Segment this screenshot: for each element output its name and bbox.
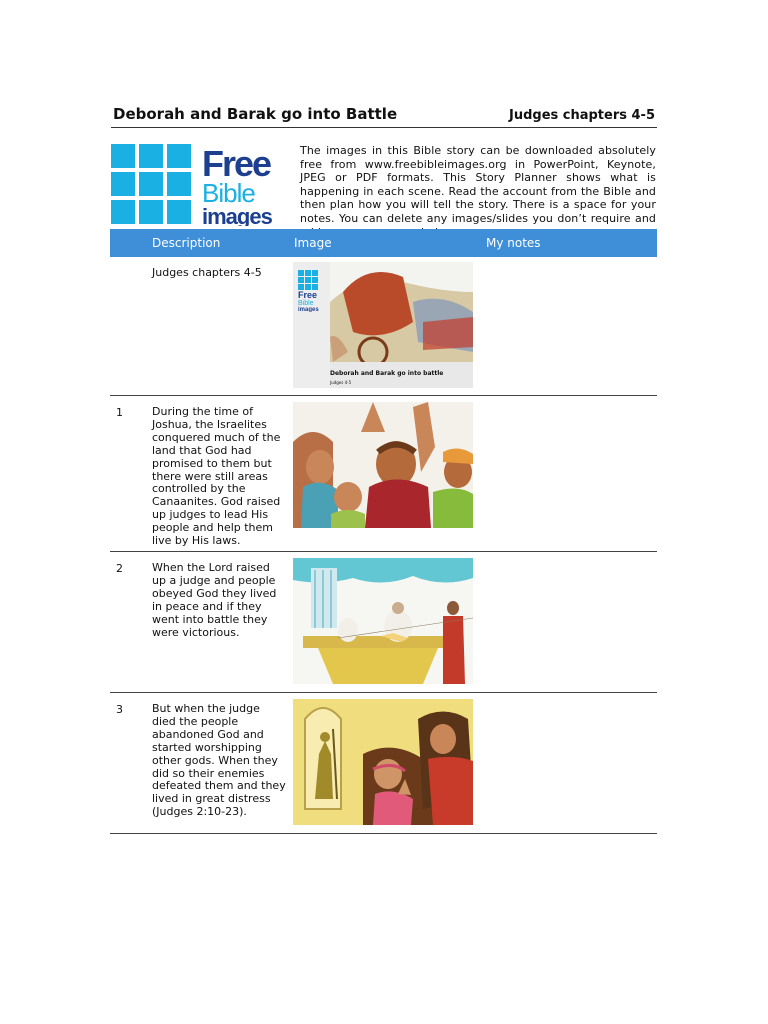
logo-word-images: images — [202, 204, 272, 226]
page-header — [111, 103, 657, 128]
story-planner-table — [110, 229, 657, 834]
scripture-reference: Judges chapters 4-5 — [508, 108, 655, 123]
column-header-notes: My notes — [486, 236, 541, 250]
row-number: 3 — [116, 703, 123, 716]
page-title: Deborah and Barak go into Battle — [113, 105, 398, 123]
row-description: During the time of Joshua, the Israelites conquered much of the land that God had promised to them but there were still areas controlled by the Canaanites. God raised up judges to lead His people and help them live by His laws. — [152, 405, 281, 548]
table-row-cover — [110, 257, 657, 396]
logo-word-free: Free — [202, 144, 271, 184]
cover-logo-word-images: images — [298, 307, 319, 312]
row-description: But when the judge died the people abandoned God and started worshipping other gods. When they did so their enemies defeated them and they lived in great distress (Judges 2:10-23). — [152, 702, 286, 819]
cover-logo-word-bible: Bible — [298, 300, 314, 307]
row-number: 2 — [116, 562, 123, 575]
scene-2-image — [293, 558, 473, 684]
column-header-description: Description — [152, 236, 221, 250]
cover-image-title: Deborah and Barak go into battle — [330, 370, 444, 377]
row-description: When the Lord raised up a judge and people obeyed God they lived in peace and if they went into battle they were victorious. — [152, 561, 277, 639]
table-row-1 — [110, 396, 657, 552]
scene-1-image — [293, 402, 473, 528]
cover-slide-image — [293, 262, 473, 388]
column-header-image: Image — [294, 236, 332, 250]
row-number: 1 — [116, 406, 123, 419]
free-bible-images-logo — [111, 144, 279, 226]
table-row-2 — [110, 552, 657, 693]
table-row-3 — [110, 693, 657, 834]
scene-3-image — [293, 699, 473, 825]
cover-logo-icon — [298, 270, 322, 312]
table-header-row — [110, 229, 657, 257]
cover-logo-word-free: Free — [298, 290, 318, 300]
logo-word-bible: Bible — [202, 178, 255, 208]
row-description: Judges chapters 4-5 — [152, 266, 262, 279]
cover-image-reference: Judges 4-5 — [330, 380, 352, 385]
intro-paragraph: The images in this Bible story can be downloaded absolutely free from www.freebibleimages.org in PowerPoint, Keynote, JPEG or PDF formats. This Story Planner shows what is happening in each scene. Read the account from the Bible and then plan how you will tell the story. There is a space for your notes. You can delete any images/slides you don’t require and — [300, 144, 656, 225]
